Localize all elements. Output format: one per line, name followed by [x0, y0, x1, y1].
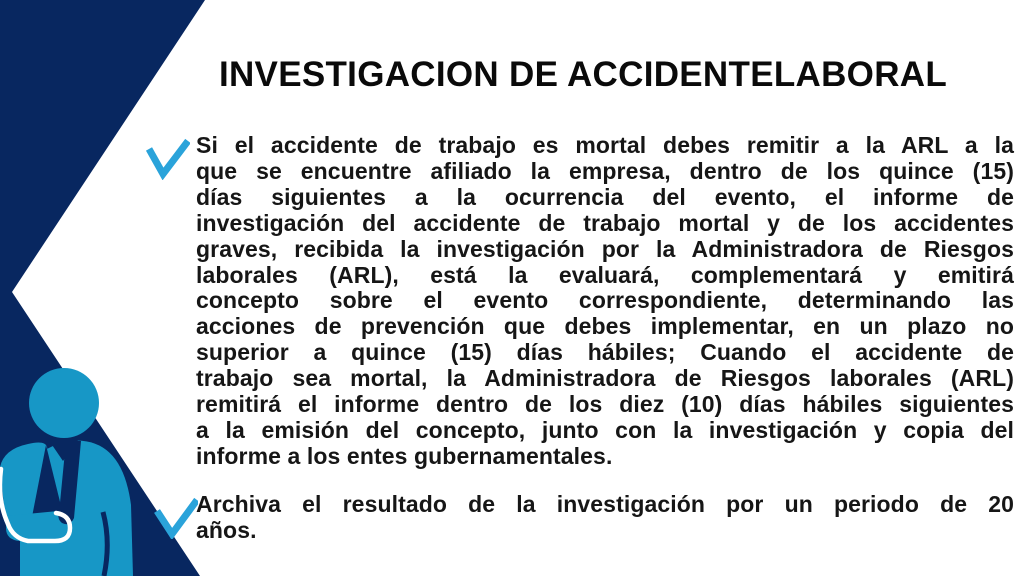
bullet-text-2	[196, 492, 1014, 544]
text-line: investigación del accidente de trabajo mortal y de los accidentes	[196, 209, 1014, 236]
bullet-text-1	[196, 133, 1014, 470]
text-line: graves, recibida la investigación por la Administradora de Riesgos	[196, 235, 1014, 262]
person-head	[29, 368, 99, 438]
text-line: Si el accidente de trabajo es mortal debes remitir a la ARL a la	[196, 132, 1014, 158]
text-line: acciones de prevención que debes implementar, en un plazo no	[196, 313, 1014, 340]
text-line: remitirá el informe dentro de los diez (10) días hábiles siguientes	[196, 391, 1014, 418]
text-line: Archiva el resultado de la investigación por un periodo de 20	[196, 491, 1014, 517]
check-icon	[154, 497, 198, 539]
check-icon	[146, 136, 190, 180]
text-line: concepto sobre el evento correspondiente, determinando las	[196, 287, 1014, 314]
text-line: a la emisión del concepto, junto con la investigación y copia del	[196, 416, 1014, 443]
text-line: laborales (ARL), está la evaluará, complementará y emitirá	[196, 261, 1014, 288]
text-line: que se encuentre afiliado la empresa, dentro de los quince (15)	[196, 157, 1014, 184]
text-line: superior a quince (15) días hábiles; Cuando el accidente de	[196, 339, 1014, 366]
slide-title: INVESTIGACION DE ACCIDENTELABORAL	[218, 55, 948, 94]
text-line: años.	[196, 516, 257, 543]
text-line: informe a los entes gubernamentales.	[196, 442, 613, 469]
text-line: días siguientes a la ocurrencia del evento, el informe de	[196, 183, 1014, 210]
text-line: trabajo sea mortal, la Administradora de Riesgos laborales (ARL)	[196, 365, 1014, 392]
